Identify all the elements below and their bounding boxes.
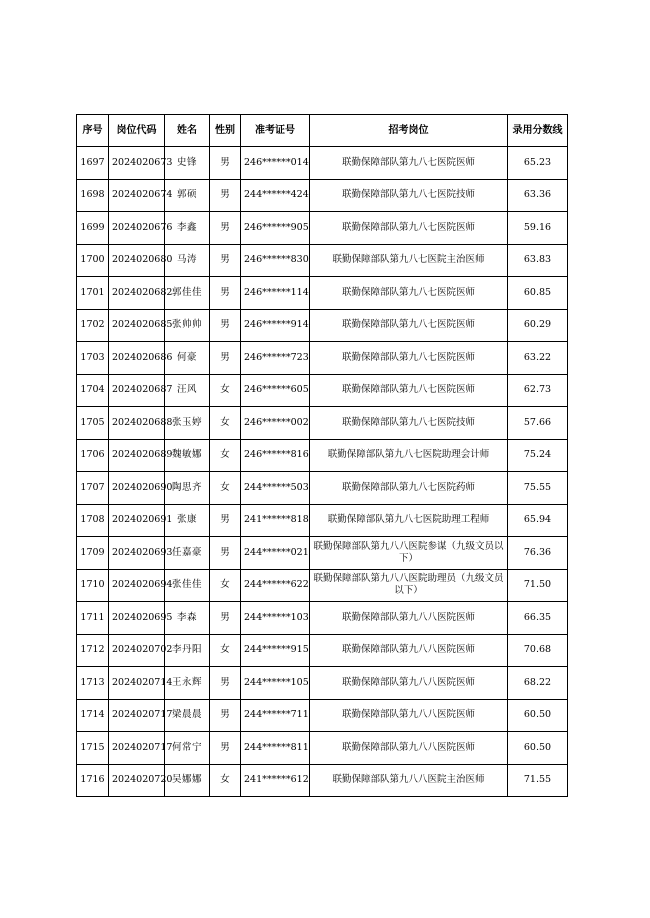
table-row bbox=[77, 374, 568, 407]
cell-gender: 男 bbox=[210, 147, 241, 180]
table-row bbox=[77, 244, 568, 277]
cell-code: 2024020682 bbox=[109, 277, 165, 310]
cell-name: 汪风 bbox=[165, 374, 210, 407]
cell-name: 张佳佳 bbox=[165, 569, 210, 602]
cell-position: 联勤保障部队第九八七医院医师 bbox=[310, 342, 508, 375]
cell-name: 李森 bbox=[165, 602, 210, 635]
header-score: 录用分数线 bbox=[508, 115, 568, 147]
cell-seq: 1707 bbox=[77, 472, 109, 505]
cell-code: 2024020717 bbox=[109, 699, 165, 732]
cell-score: 60.50 bbox=[508, 699, 568, 732]
cell-position: 联勤保障部队第九八八医院助理员（九级文员以下） bbox=[310, 569, 508, 602]
cell-code: 2024020689 bbox=[109, 439, 165, 472]
cell-ticket: 246******605 bbox=[241, 374, 310, 407]
header-code: 岗位代码 bbox=[109, 115, 165, 147]
cell-score: 65.94 bbox=[508, 504, 568, 537]
cell-ticket: 244******105 bbox=[241, 667, 310, 700]
cell-code: 2024020686 bbox=[109, 342, 165, 375]
table-row bbox=[77, 472, 568, 505]
cell-name: 李鑫 bbox=[165, 212, 210, 245]
cell-position: 联勤保障部队第九八七医院药师 bbox=[310, 472, 508, 505]
cell-score: 76.36 bbox=[508, 537, 568, 570]
cell-name: 郭硕 bbox=[165, 179, 210, 212]
table-row bbox=[77, 699, 568, 732]
cell-position: 联勤保障部队第九八七医院主治医师 bbox=[310, 244, 508, 277]
cell-seq: 1709 bbox=[77, 537, 109, 570]
table-row bbox=[77, 732, 568, 765]
cell-name: 马涛 bbox=[165, 244, 210, 277]
cell-name: 王永辉 bbox=[165, 667, 210, 700]
cell-gender: 女 bbox=[210, 764, 241, 797]
cell-ticket: 244******021 bbox=[241, 537, 310, 570]
cell-code: 2024020691 bbox=[109, 504, 165, 537]
cell-score: 75.24 bbox=[508, 439, 568, 472]
cell-gender: 女 bbox=[210, 407, 241, 440]
cell-seq: 1714 bbox=[77, 699, 109, 732]
cell-ticket: 246******905 bbox=[241, 212, 310, 245]
cell-code: 2024020694 bbox=[109, 569, 165, 602]
header-position: 招考岗位 bbox=[310, 115, 508, 147]
cell-ticket: 244******103 bbox=[241, 602, 310, 635]
cell-seq: 1708 bbox=[77, 504, 109, 537]
cell-code: 2024020673 bbox=[109, 147, 165, 180]
cell-gender: 女 bbox=[210, 569, 241, 602]
cell-position: 联勤保障部队第九八八医院医师 bbox=[310, 699, 508, 732]
cell-name: 郭佳佳 bbox=[165, 277, 210, 310]
table-row bbox=[77, 504, 568, 537]
cell-gender: 女 bbox=[210, 374, 241, 407]
table-row bbox=[77, 764, 568, 797]
cell-ticket: 244******622 bbox=[241, 569, 310, 602]
cell-gender: 男 bbox=[210, 537, 241, 570]
cell-seq: 1697 bbox=[77, 147, 109, 180]
cell-position: 联勤保障部队第九八七医院助理工程师 bbox=[310, 504, 508, 537]
cell-position: 联勤保障部队第九八八医院参谋（九级文员以下） bbox=[310, 537, 508, 570]
cell-score: 60.50 bbox=[508, 732, 568, 765]
cell-position: 联勤保障部队第九八八医院主治医师 bbox=[310, 764, 508, 797]
cell-seq: 1700 bbox=[77, 244, 109, 277]
cell-position: 联勤保障部队第九八七医院医师 bbox=[310, 147, 508, 180]
cell-score: 60.29 bbox=[508, 309, 568, 342]
table-header bbox=[77, 115, 568, 147]
cell-code: 2024020717 bbox=[109, 732, 165, 765]
cell-position: 联勤保障部队第九八七医院医师 bbox=[310, 374, 508, 407]
cell-code: 2024020720 bbox=[109, 764, 165, 797]
cell-score: 70.68 bbox=[508, 634, 568, 667]
cell-position: 联勤保障部队第九八七医院助理会计师 bbox=[310, 439, 508, 472]
cell-code: 2024020680 bbox=[109, 244, 165, 277]
table-row bbox=[77, 277, 568, 310]
header-gender: 性别 bbox=[210, 115, 241, 147]
table-row bbox=[77, 569, 568, 602]
table-row bbox=[77, 179, 568, 212]
cell-ticket: 241******818 bbox=[241, 504, 310, 537]
cell-name: 梁晨晨 bbox=[165, 699, 210, 732]
cell-ticket: 241******612 bbox=[241, 764, 310, 797]
cell-name: 史锋 bbox=[165, 147, 210, 180]
cell-score: 63.36 bbox=[508, 179, 568, 212]
cell-seq: 1698 bbox=[77, 179, 109, 212]
cell-code: 2024020690 bbox=[109, 472, 165, 505]
cell-name: 何豪 bbox=[165, 342, 210, 375]
cell-gender: 男 bbox=[210, 244, 241, 277]
cell-ticket: 244******811 bbox=[241, 732, 310, 765]
cell-ticket: 244******424 bbox=[241, 179, 310, 212]
cell-score: 57.66 bbox=[508, 407, 568, 440]
header-seq: 序号 bbox=[77, 115, 109, 147]
table-row bbox=[77, 147, 568, 180]
header-name: 姓名 bbox=[165, 115, 210, 147]
cell-seq: 1712 bbox=[77, 634, 109, 667]
cell-seq: 1701 bbox=[77, 277, 109, 310]
cell-code: 2024020693 bbox=[109, 537, 165, 570]
cell-name: 张玉婷 bbox=[165, 407, 210, 440]
table-row bbox=[77, 309, 568, 342]
cell-score: 63.22 bbox=[508, 342, 568, 375]
cell-name: 吴娜娜 bbox=[165, 764, 210, 797]
cell-position: 联勤保障部队第九八七医院医师 bbox=[310, 277, 508, 310]
cell-ticket: 244******711 bbox=[241, 699, 310, 732]
cell-code: 2024020687 bbox=[109, 374, 165, 407]
cell-score: 71.50 bbox=[508, 569, 568, 602]
cell-score: 66.35 bbox=[508, 602, 568, 635]
cell-ticket: 246******002 bbox=[241, 407, 310, 440]
cell-code: 2024020714 bbox=[109, 667, 165, 700]
cell-seq: 1710 bbox=[77, 569, 109, 602]
cell-seq: 1716 bbox=[77, 764, 109, 797]
cell-score: 63.83 bbox=[508, 244, 568, 277]
header-row bbox=[77, 115, 568, 147]
cell-ticket: 246******914 bbox=[241, 309, 310, 342]
cell-seq: 1699 bbox=[77, 212, 109, 245]
cell-code: 2024020688 bbox=[109, 407, 165, 440]
admission-table bbox=[76, 114, 568, 797]
cell-code: 2024020695 bbox=[109, 602, 165, 635]
cell-name: 魏敏娜 bbox=[165, 439, 210, 472]
cell-position: 联勤保障部队第九八八医院医师 bbox=[310, 667, 508, 700]
cell-position: 联勤保障部队第九八七医院技师 bbox=[310, 179, 508, 212]
cell-seq: 1704 bbox=[77, 374, 109, 407]
cell-code: 2024020674 bbox=[109, 179, 165, 212]
cell-position: 联勤保障部队第九八七医院技师 bbox=[310, 407, 508, 440]
cell-name: 李丹阳 bbox=[165, 634, 210, 667]
cell-name: 何常宁 bbox=[165, 732, 210, 765]
table-row bbox=[77, 342, 568, 375]
cell-gender: 男 bbox=[210, 309, 241, 342]
cell-position: 联勤保障部队第九八八医院医师 bbox=[310, 602, 508, 635]
cell-score: 71.55 bbox=[508, 764, 568, 797]
cell-code: 2024020685 bbox=[109, 309, 165, 342]
cell-name: 张帅帅 bbox=[165, 309, 210, 342]
cell-ticket: 246******816 bbox=[241, 439, 310, 472]
cell-gender: 男 bbox=[210, 179, 241, 212]
cell-name: 张康 bbox=[165, 504, 210, 537]
table-row bbox=[77, 439, 568, 472]
cell-seq: 1713 bbox=[77, 667, 109, 700]
cell-score: 68.22 bbox=[508, 667, 568, 700]
cell-score: 59.16 bbox=[508, 212, 568, 245]
cell-ticket: 244******503 bbox=[241, 472, 310, 505]
cell-ticket: 244******915 bbox=[241, 634, 310, 667]
cell-position: 联勤保障部队第九八八医院医师 bbox=[310, 732, 508, 765]
cell-ticket: 246******830 bbox=[241, 244, 310, 277]
header-ticket: 准考证号 bbox=[241, 115, 310, 147]
cell-score: 60.85 bbox=[508, 277, 568, 310]
cell-name: 陶思齐 bbox=[165, 472, 210, 505]
cell-gender: 男 bbox=[210, 602, 241, 635]
cell-code: 2024020676 bbox=[109, 212, 165, 245]
cell-seq: 1703 bbox=[77, 342, 109, 375]
table-row bbox=[77, 634, 568, 667]
cell-score: 75.55 bbox=[508, 472, 568, 505]
table-row bbox=[77, 667, 568, 700]
cell-gender: 女 bbox=[210, 472, 241, 505]
table-row bbox=[77, 407, 568, 440]
cell-seq: 1702 bbox=[77, 309, 109, 342]
table-row bbox=[77, 602, 568, 635]
cell-ticket: 246******723 bbox=[241, 342, 310, 375]
cell-position: 联勤保障部队第九八八医院医师 bbox=[310, 634, 508, 667]
cell-gender: 女 bbox=[210, 634, 241, 667]
cell-gender: 男 bbox=[210, 212, 241, 245]
table-row bbox=[77, 537, 568, 570]
cell-seq: 1706 bbox=[77, 439, 109, 472]
cell-ticket: 246******014 bbox=[241, 147, 310, 180]
cell-score: 62.73 bbox=[508, 374, 568, 407]
table-row bbox=[77, 212, 568, 245]
table-body bbox=[77, 147, 568, 797]
cell-seq: 1705 bbox=[77, 407, 109, 440]
cell-gender: 男 bbox=[210, 504, 241, 537]
cell-gender: 女 bbox=[210, 439, 241, 472]
cell-gender: 男 bbox=[210, 699, 241, 732]
cell-score: 65.23 bbox=[508, 147, 568, 180]
cell-name: 任嘉豪 bbox=[165, 537, 210, 570]
cell-ticket: 246******114 bbox=[241, 277, 310, 310]
cell-gender: 男 bbox=[210, 277, 241, 310]
cell-gender: 男 bbox=[210, 667, 241, 700]
cell-seq: 1715 bbox=[77, 732, 109, 765]
cell-position: 联勤保障部队第九八七医院医师 bbox=[310, 309, 508, 342]
cell-seq: 1711 bbox=[77, 602, 109, 635]
cell-position: 联勤保障部队第九八七医院医师 bbox=[310, 212, 508, 245]
cell-code: 2024020702 bbox=[109, 634, 165, 667]
cell-gender: 男 bbox=[210, 732, 241, 765]
cell-gender: 男 bbox=[210, 342, 241, 375]
